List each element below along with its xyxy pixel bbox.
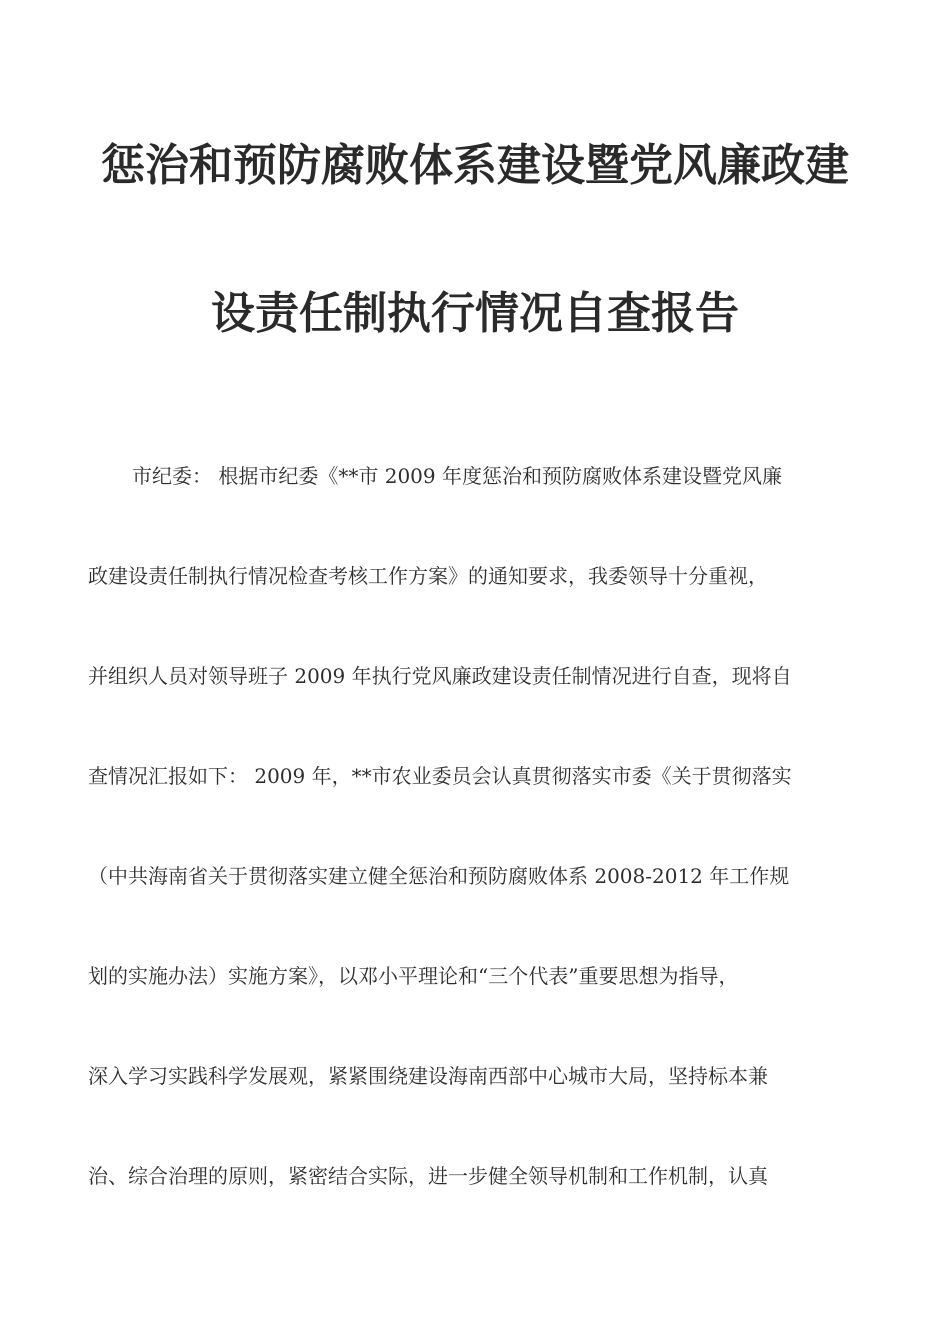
body-line-6: 划的实施办法）实施方案》，以邓小平理论和“三个代表”重要思想为指导，	[88, 964, 739, 988]
body-line-2: 政建设责任制执行情况检查考核工作方案》的通知要求，我委领导十分重视，	[88, 564, 768, 588]
body-line-3: 并组织人员对领导班子 2009 年执行党风廉政建设责任制情况进行自查，现将自	[88, 664, 792, 688]
document-title-line-1: 惩治和预防腐败体系建设暨党风廉政建	[101, 140, 849, 191]
document-title-line-2: 设责任制执行情况自查报告	[211, 288, 739, 339]
body-line-7: 深入学习实践科学发展观，紧紧围绕建设海南西部中心城市大局，坚持标本兼	[88, 1064, 768, 1088]
body-line-8: 治、综合治理的原则，紧密结合实际，进一步健全领导机制和工作机制，认真	[88, 1164, 768, 1188]
body-line-4: 查情况汇报如下： 2009 年，**市农业委员会认真贯彻落实市委《关于贯彻落实	[88, 764, 792, 788]
body-line-5: （中共海南省关于贯彻落实建立健全惩治和预防腐败体系 2008-2012 年工作规	[88, 864, 790, 888]
body-line-1: 市纪委： 根据市纪委《**市 2009 年度惩治和预防腐败体系建设暨党风廉	[132, 464, 782, 488]
